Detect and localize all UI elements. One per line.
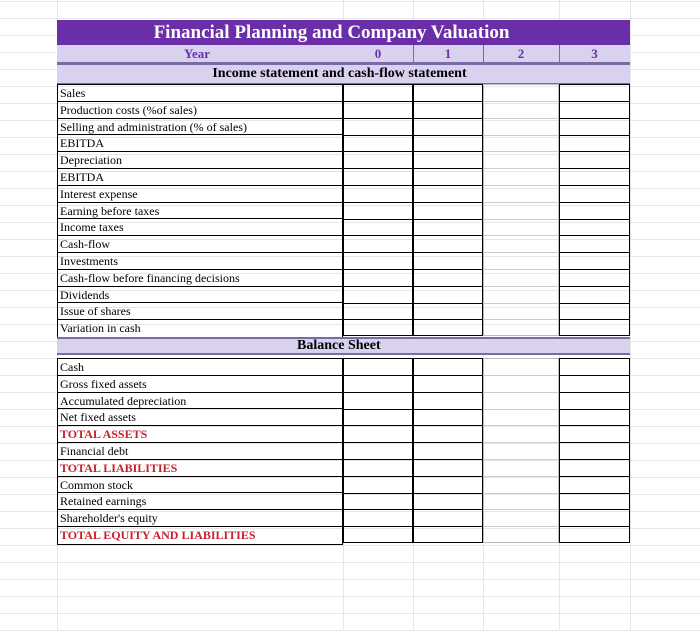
value-cell[interactable]	[484, 359, 558, 376]
income-section-header	[57, 63, 630, 85]
value-cell[interactable]	[484, 287, 558, 304]
value-cell[interactable]	[344, 236, 412, 253]
value-cell[interactable]	[414, 320, 482, 337]
year-value-column	[343, 358, 413, 543]
value-cell[interactable]	[414, 203, 482, 220]
value-cell[interactable]	[484, 119, 558, 136]
value-cell[interactable]	[560, 443, 629, 460]
value-cell[interactable]	[560, 287, 629, 304]
value-cell[interactable]	[560, 119, 629, 136]
value-cell[interactable]	[414, 376, 482, 393]
row-label[interactable]: Common stock	[58, 477, 342, 494]
value-cell[interactable]	[414, 186, 482, 203]
value-cell[interactable]	[344, 409, 412, 426]
value-cell[interactable]	[414, 152, 482, 169]
row-label[interactable]: Sales	[58, 85, 342, 102]
row-label[interactable]: Shareholder's equity	[58, 510, 342, 527]
value-cell[interactable]	[560, 236, 629, 253]
value-cell[interactable]	[344, 152, 412, 169]
value-cell[interactable]	[344, 527, 412, 544]
row-label[interactable]: Retained earnings	[58, 493, 342, 510]
value-cell[interactable]	[414, 510, 482, 527]
value-cell[interactable]	[560, 270, 629, 287]
value-cell[interactable]	[414, 85, 482, 102]
value-cell[interactable]	[484, 152, 558, 169]
balance-label-column	[57, 358, 343, 545]
value-cell[interactable]	[344, 253, 412, 270]
row-label[interactable]: Investments	[58, 253, 342, 270]
row-label[interactable]: Gross fixed assets	[58, 376, 342, 393]
row-label[interactable]: EBITDA	[58, 169, 342, 186]
value-cell[interactable]	[484, 236, 558, 253]
row-label[interactable]: Production costs (%of sales)	[58, 102, 342, 119]
value-cell[interactable]	[344, 270, 412, 287]
value-cell[interactable]	[344, 119, 412, 136]
value-cell[interactable]	[414, 219, 482, 236]
value-cell[interactable]	[344, 303, 412, 320]
year-value-column	[483, 358, 559, 543]
row-label[interactable]: Net fixed assets	[58, 409, 342, 426]
value-cell[interactable]	[560, 493, 629, 510]
value-cell[interactable]	[560, 102, 629, 119]
value-cell[interactable]	[344, 393, 412, 410]
balance-section-title: Balance Sheet	[297, 338, 381, 353]
value-cell[interactable]	[344, 85, 412, 102]
row-label[interactable]: Cash-flow	[58, 236, 342, 253]
value-cell[interactable]	[414, 393, 482, 410]
year-value-column	[413, 358, 483, 543]
year-1[interactable]: 1	[444, 45, 452, 61]
value-cell[interactable]	[484, 510, 558, 527]
value-cell[interactable]	[414, 409, 482, 426]
value-cell[interactable]	[344, 376, 412, 393]
value-cell[interactable]	[560, 152, 629, 169]
value-cell[interactable]	[560, 253, 629, 270]
year-header-row	[57, 45, 630, 63]
sheet-title-text: Financial Planning and Company Valuation	[153, 21, 510, 43]
value-cell[interactable]	[414, 169, 482, 186]
value-cell[interactable]	[484, 443, 558, 460]
value-cell[interactable]	[560, 527, 629, 544]
value-cell[interactable]	[484, 169, 558, 186]
value-cell[interactable]	[484, 393, 558, 410]
value-cell[interactable]	[484, 85, 558, 102]
value-cell[interactable]	[484, 186, 558, 203]
value-cell[interactable]	[344, 359, 412, 376]
value-cell[interactable]	[560, 393, 629, 410]
value-cell[interactable]	[414, 270, 482, 287]
row-label[interactable]: Depreciation	[58, 152, 342, 169]
row-label[interactable]: Selling and administration (% of sales)	[58, 119, 342, 136]
year-label: Year	[184, 45, 210, 61]
value-cell[interactable]	[344, 510, 412, 527]
value-cell[interactable]	[414, 477, 482, 494]
value-cell[interactable]	[344, 493, 412, 510]
value-cell[interactable]	[560, 510, 629, 527]
value-cell[interactable]	[414, 359, 482, 376]
value-cell[interactable]	[560, 477, 629, 494]
year-value-column	[559, 358, 630, 543]
value-cell[interactable]	[484, 320, 558, 337]
value-cell[interactable]	[344, 186, 412, 203]
value-cell[interactable]	[560, 169, 629, 186]
value-cell[interactable]	[484, 409, 558, 426]
year-2[interactable]: 2	[517, 45, 525, 61]
value-cell[interactable]	[344, 169, 412, 186]
year-0[interactable]: 0	[374, 45, 382, 61]
value-cell[interactable]	[344, 135, 412, 152]
value-cell[interactable]	[414, 443, 482, 460]
value-cell[interactable]	[414, 303, 482, 320]
value-cell[interactable]	[414, 527, 482, 544]
row-label[interactable]: Accumulated depreciation	[58, 393, 342, 410]
value-cell[interactable]	[560, 219, 629, 236]
row-label[interactable]: Earning before taxes	[58, 203, 342, 220]
value-cell[interactable]	[414, 135, 482, 152]
value-cell[interactable]	[560, 303, 629, 320]
row-label[interactable]: Financial debt	[58, 443, 342, 460]
value-cell[interactable]	[484, 477, 558, 494]
income-section-title: Income statement and cash-flow statement	[212, 66, 467, 81]
value-cell[interactable]	[414, 119, 482, 136]
row-label[interactable]: Interest expense	[58, 186, 342, 203]
value-cell[interactable]	[484, 102, 558, 119]
year-value-column	[413, 84, 483, 336]
value-cell[interactable]	[344, 219, 412, 236]
row-label[interactable]: Variation in cash	[60, 321, 141, 336]
year-3[interactable]: 3	[591, 45, 598, 61]
value-cell[interactable]	[344, 102, 412, 119]
value-cell[interactable]	[484, 219, 558, 236]
row-label[interactable]: Dividends	[58, 287, 342, 304]
row-label[interactable]: Issue of shares	[58, 303, 342, 320]
row-label[interactable]: EBITDA	[58, 135, 342, 152]
value-cell[interactable]	[414, 236, 482, 253]
value-cell[interactable]	[484, 460, 558, 477]
value-cell[interactable]	[344, 426, 412, 443]
value-cell[interactable]	[560, 135, 629, 152]
value-cell[interactable]	[484, 203, 558, 220]
value-cell[interactable]	[484, 376, 558, 393]
value-cell[interactable]	[344, 203, 412, 220]
value-cell[interactable]	[484, 135, 558, 152]
value-cell[interactable]	[484, 426, 558, 443]
value-cell[interactable]	[414, 426, 482, 443]
value-cell[interactable]	[484, 270, 558, 287]
value-cell[interactable]	[560, 186, 629, 203]
value-cell[interactable]	[484, 493, 558, 510]
value-cell[interactable]	[484, 527, 558, 544]
value-cell[interactable]	[414, 460, 482, 477]
value-cell[interactable]	[344, 477, 412, 494]
sheet-title	[57, 20, 630, 45]
value-cell[interactable]	[414, 287, 482, 304]
value-cell[interactable]	[344, 320, 412, 337]
value-cell[interactable]	[414, 493, 482, 510]
year-value-column	[483, 84, 559, 336]
row-label[interactable]: TOTAL ASSETS	[58, 426, 342, 443]
balance-section-header	[57, 337, 630, 355]
value-cell[interactable]	[560, 409, 629, 426]
value-cell[interactable]	[344, 460, 412, 477]
value-cell[interactable]	[414, 102, 482, 119]
year-value-column	[343, 84, 413, 336]
value-cell[interactable]	[560, 359, 629, 376]
value-cell[interactable]	[344, 287, 412, 304]
row-label[interactable]: Income taxes	[58, 219, 342, 236]
value-cell[interactable]	[484, 253, 558, 270]
row-label[interactable]: TOTAL EQUITY AND LIABILITIES	[60, 527, 256, 542]
value-cell[interactable]	[560, 320, 629, 337]
value-cell[interactable]	[484, 303, 558, 320]
value-cell[interactable]	[560, 376, 629, 393]
year-value-column	[559, 84, 630, 336]
row-label[interactable]: Cash	[58, 359, 342, 376]
value-cell[interactable]	[344, 443, 412, 460]
row-label[interactable]: TOTAL LIABILITIES	[58, 460, 342, 477]
value-cell[interactable]	[560, 426, 629, 443]
row-label[interactable]: Cash-flow before financing decisions	[58, 270, 342, 287]
value-cell[interactable]	[560, 203, 629, 220]
value-cell[interactable]	[560, 85, 629, 102]
value-cell[interactable]	[560, 460, 629, 477]
value-cell[interactable]	[414, 253, 482, 270]
income-label-column	[57, 84, 343, 338]
